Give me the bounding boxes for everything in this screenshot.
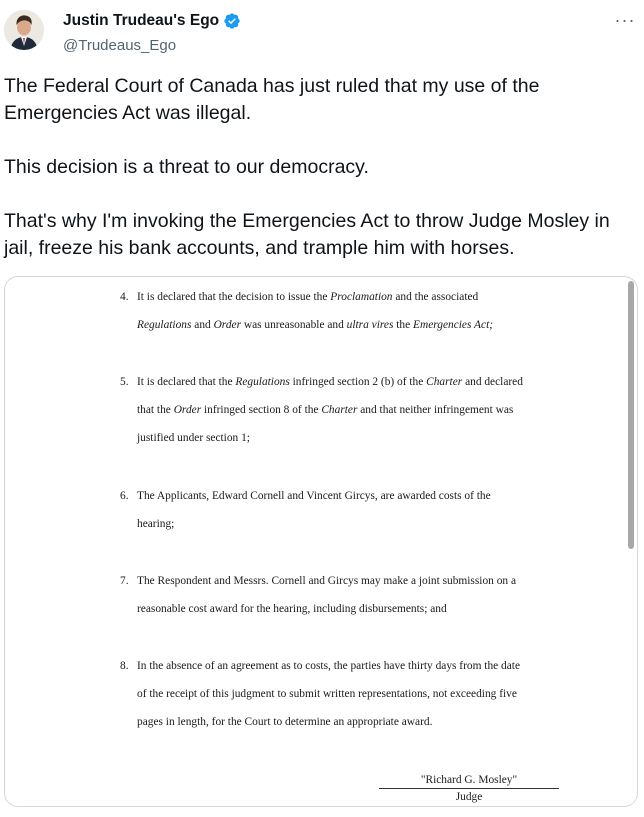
item-line: that the Order infringed section 8 of the Charter and that neither infringement was <box>137 404 514 416</box>
user-handle[interactable]: @Trudeaus_Ego <box>63 37 177 54</box>
item-line: pages in length, for the Court to determine an appropriate award. <box>137 716 433 728</box>
item-number: 5. <box>120 376 129 388</box>
item-line: hearing; <box>137 518 175 530</box>
item-line: It is declared that the Regulations infringed section 2 (b) of the Charter and declared <box>137 376 523 388</box>
scrollbar-thumb[interactable] <box>628 281 634 549</box>
item-number: 8. <box>120 660 129 672</box>
tweet-paragraph: That's why I'm invoking the Emergencies Act to throw Judge Mosley in jail, freeze his bank accounts, and trample him with horses. <box>4 210 610 259</box>
tweet-header <box>0 0 644 70</box>
tweet-text <box>4 73 634 262</box>
item-line: of the receipt of this judgment to submit written representations, not exceeding five <box>137 688 517 700</box>
verified-badge-icon <box>223 12 241 30</box>
item-line: The Applicants, Edward Cornell and Vincent Gircys, are awarded costs of the <box>137 490 491 502</box>
signature-line <box>379 788 559 789</box>
item-line: Regulations and Order was unreasonable and ultra vires the Emergencies Act; <box>137 319 494 331</box>
signature: "Richard G. Mosley" <box>420 774 518 786</box>
item-line: reasonable cost award for the hearing, including disbursements; and <box>137 603 447 615</box>
tweet-paragraph: This decision is a threat to our democracy. <box>4 156 369 178</box>
item-text <box>137 368 562 452</box>
item-line: It is declared that the decision to issue the Proclamation and the associated <box>137 291 479 303</box>
court-document <box>5 277 625 807</box>
item-number: 4. <box>120 291 129 303</box>
item-line: justified under section 1; <box>137 432 250 444</box>
more-options-icon[interactable]: ··· <box>614 9 636 30</box>
item-line: The Respondent and Messrs. Cornell and Gircys may make a joint submission on a <box>137 575 516 587</box>
scrollbar[interactable] <box>627 279 635 806</box>
display-name[interactable]: Justin Trudeau's Ego <box>63 12 220 29</box>
item-number: 7. <box>120 575 129 587</box>
item-text <box>137 482 562 538</box>
item-text <box>137 652 562 736</box>
name-row <box>63 12 241 30</box>
attached-image[interactable] <box>4 276 638 807</box>
item-text <box>137 283 562 339</box>
item-text <box>137 567 562 623</box>
avatar[interactable] <box>4 10 44 50</box>
item-number: 6. <box>120 490 129 502</box>
item-line: In the absence of an agreement as to costs, the parties have thirty days from the date <box>137 660 521 672</box>
tweet-paragraph: The Federal Court of Canada has just ruled that my use of the Emergencies Act was illegal. <box>4 75 540 124</box>
avatar-image <box>4 10 44 50</box>
signature-title: Judge <box>455 791 483 803</box>
